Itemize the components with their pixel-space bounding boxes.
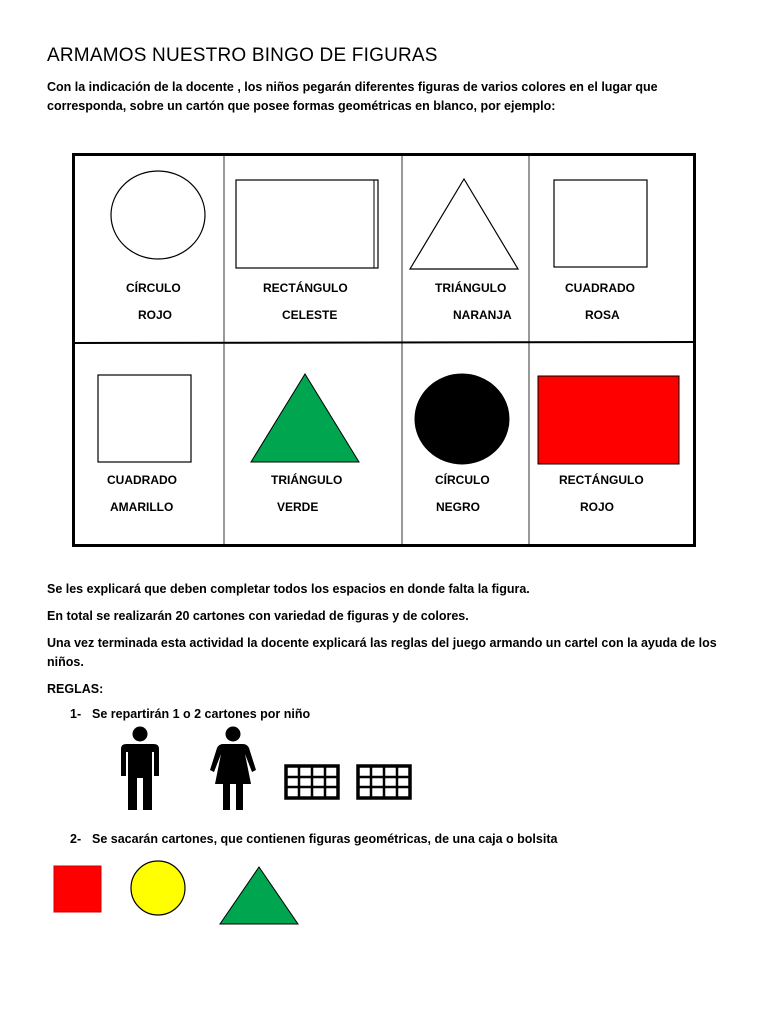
- cell-color-label: CELESTE: [282, 308, 338, 322]
- circle-shape-black: [415, 374, 509, 464]
- cell-color-label: ROJO: [580, 500, 615, 514]
- cell-color-label: VERDE: [277, 500, 319, 514]
- bingo-card-icon: [356, 764, 412, 800]
- triangle-shape-green: [251, 374, 359, 462]
- bingo-card: [72, 153, 696, 547]
- rule-item: [70, 832, 557, 846]
- green-triangle-shape: [220, 867, 298, 924]
- cell-color-label: NEGRO: [436, 500, 481, 514]
- yellow-circle-shape: [131, 861, 185, 915]
- drawn-shapes-group: [50, 860, 310, 930]
- bingo-card-icon: [284, 764, 340, 800]
- square-shape-outline: [554, 180, 647, 267]
- red-square-shape: [54, 866, 101, 912]
- cell-shape-label: CÍRCULO: [435, 473, 490, 487]
- rectangle-shape-red: [538, 376, 679, 464]
- cell-shape-label: CUADRADO: [107, 473, 177, 487]
- girl-icon: [209, 726, 257, 812]
- rectangle-shape-outline: [236, 180, 378, 268]
- rule-number: 2-: [70, 832, 82, 846]
- cell-shape-label: CÍRCULO: [126, 281, 181, 295]
- cell-shape-label: RECTÁNGULO: [263, 281, 348, 295]
- intro-paragraph: Con la indicación de la docente , los niños pegarán diferentes figuras de varios colores en el lugar que corresponda, sobre un cartón que posee formas geométricas en blanco, por ejemplo:: [47, 80, 658, 113]
- instruction-paragraph: Se les explicará que deben completar todos los espacios en donde falta la figura.: [47, 582, 530, 596]
- instruction-paragraph: En total se realizarán 20 cartones con variedad de figuras y de colores.: [47, 609, 469, 623]
- rules-heading: REGLAS:: [47, 682, 104, 696]
- circle-shape-outline: [111, 171, 205, 259]
- cell-color-label: NARANJA: [453, 308, 512, 322]
- bingo-card-grid: [72, 153, 696, 547]
- rule-text: Se repartirán 1 o 2 cartones por niño: [92, 707, 311, 721]
- cell-shape-label: RECTÁNGULO: [559, 473, 644, 487]
- cell-color-label: ROJO: [138, 308, 173, 322]
- rule-number: 1-: [70, 707, 82, 721]
- square-shape-outline: [98, 375, 191, 462]
- rule-text: Se sacarán cartones, que contienen figuras geométricas, de una caja o bolsita: [92, 832, 558, 846]
- instruction-paragraph: Una vez terminada esta actividad la docente explicará las reglas del juego armando un cartel con la ayuda de los niños.: [47, 636, 717, 669]
- rule-item: [70, 707, 310, 721]
- cell-color-label: AMARILLO: [110, 500, 174, 514]
- cell-shape-label: CUADRADO: [565, 281, 635, 295]
- cell-color-label: ROSA: [585, 308, 620, 322]
- boy-icon: [117, 726, 163, 812]
- cell-shape-label: TRIÁNGULO: [435, 281, 507, 295]
- page-title: ARMAMOS NUESTRO BINGO DE FIGURAS: [47, 45, 438, 66]
- cell-shape-label: TRIÁNGULO: [271, 473, 343, 487]
- triangle-shape-outline: [410, 179, 518, 269]
